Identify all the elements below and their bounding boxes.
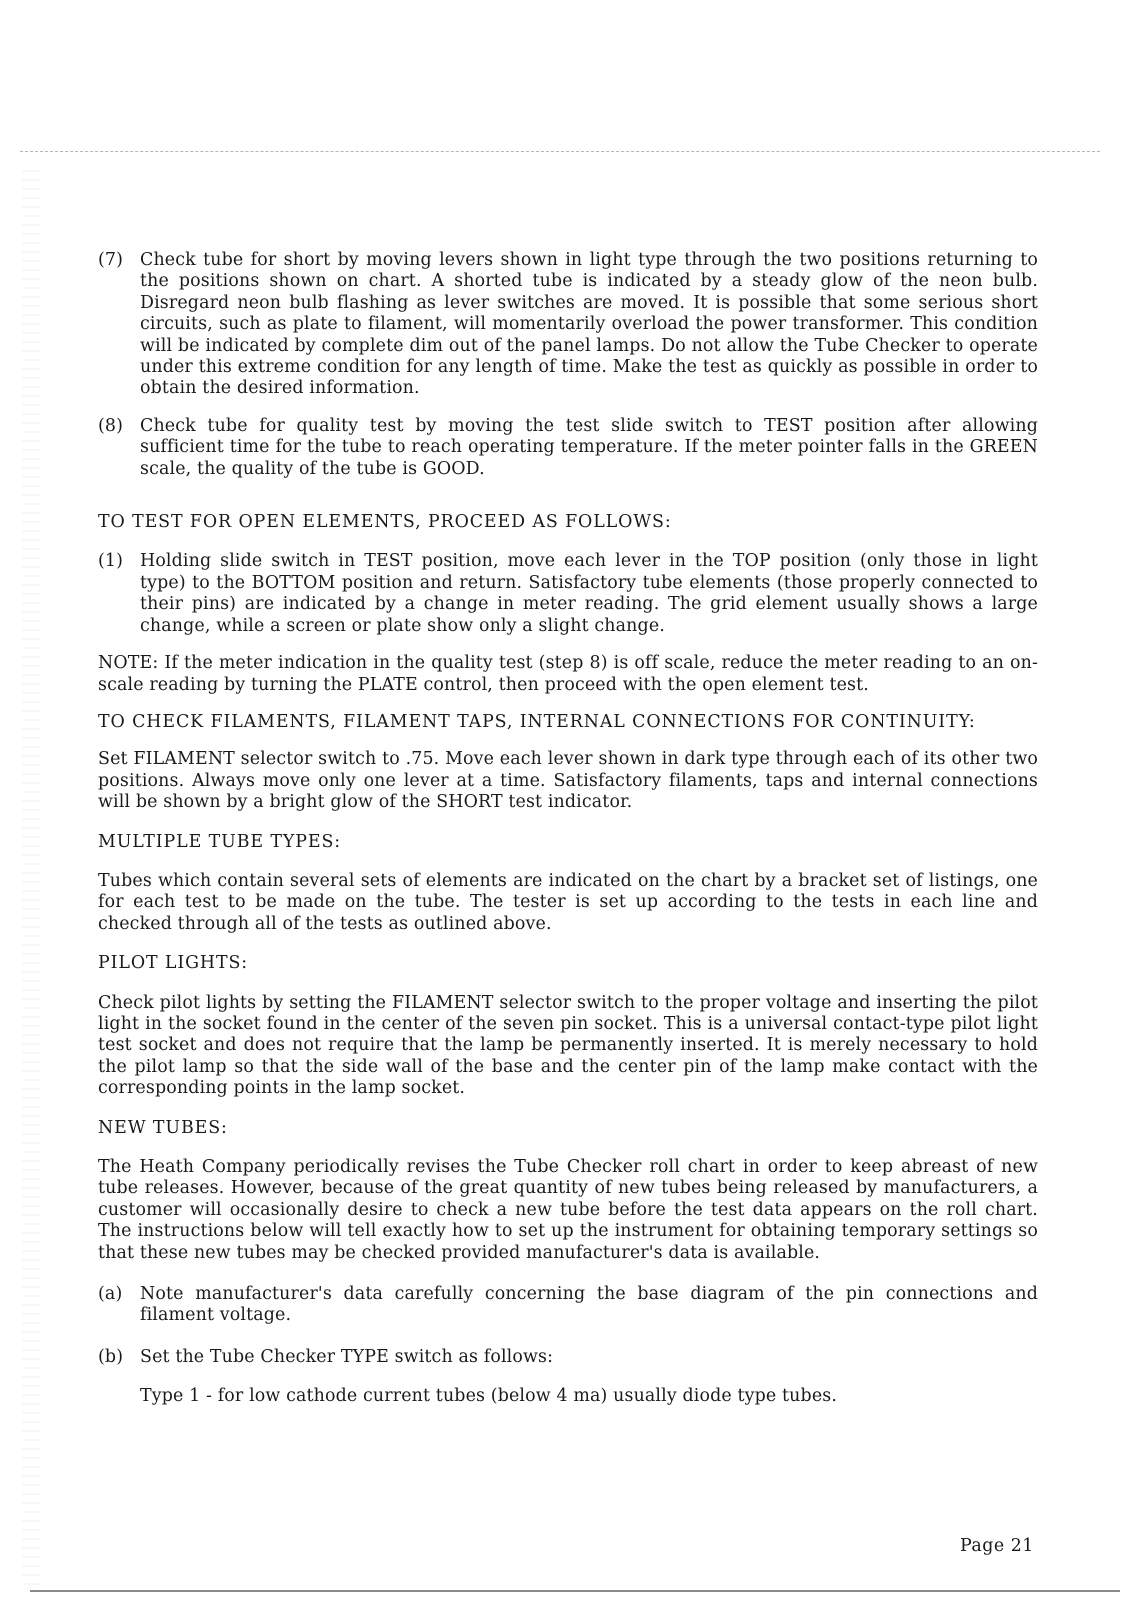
page-body [98, 250, 1038, 1408]
step-number: (b) [98, 1346, 124, 1367]
multiple-types-text: Tubes which contain several sets of elements are indicated on the chart by a bracket set of listings, one for each test to be made on the tube. The tester is set up according to the tests in each line and checked through all of the tests as outlined above. [98, 870, 1038, 934]
filaments-text: Set FILAMENT selector switch to .75. Move each lever shown in dark type through each of its other two positions. Always move only one lever at a time. Satisfactory filaments, taps and internal connections will be shown by a bright glow of the SHORT test indicator. [98, 749, 1038, 813]
new-tubes-step-b [98, 1347, 1038, 1368]
step-8 [98, 416, 1038, 480]
type-1-line: Type 1 - for low cathode current tubes (below 4 ma) usually diode type tubes. [140, 1386, 838, 1407]
step-number: (1) [98, 551, 124, 572]
open-elements-note: NOTE: If the meter indication in the quality test (step 8) is off scale, reduce the meter reading to an on-scale reading by turning the PLATE control, then proceed with the open element test. [98, 653, 1038, 695]
step-text: Set the Tube Checker TYPE switch as follows: [140, 1346, 554, 1367]
bottom-rule [30, 1590, 1120, 1592]
step-7 [98, 250, 1038, 400]
step-number: (7) [98, 250, 124, 270]
pilot-lights-heading: PILOT LIGHTS: [98, 953, 249, 974]
step-text: Holding slide switch in TEST position, move each lever in the TOP position (only those in light type) to the BOTTOM position and return. Satisfactory tube elements (those properly connected to their pins) are indicated by a change in meter reading. The grid element usually shows a large change, while a screen or plate show only a slight change. [140, 551, 1038, 636]
new-tubes-text: The Heath Company periodically revises the Tube Checker roll chart in order to keep abreast of new tube releases. However, because of the great quantity of new tubes being released by manufacturers, a customer will occasionally desire to check a new tube before the test data appears on the roll chart. The instructions below will tell exactly how to set up the instrument for obtaining temporary settings so that these new tubes may be checked provided manufacturer's data is available. [98, 1157, 1038, 1263]
step-text: Check tube for short by moving levers shown in light type through the two positions returning to the positions shown on chart. A shorted tube is indicated by a steady glow of the neon bulb. Disregard neon bulb flashing as lever switches are moved. It is possible that some serious short circuits, such as plate to filament, will momentarily overload the power transformer. This condition will be indicated by complete dim out of the panel lamps. Do not allow the Tube Checker to operate under this extreme condition for any length of time. Make the test as quickly as possible in order to obtain the desired information. [140, 250, 1038, 399]
page-number: Page 21 [960, 1536, 1034, 1556]
step-text: Check tube for quality test by moving the test slide switch to TEST position after allowing sufficient time for the tube to reach operating temperature. If the meter pointer falls in the GREEN scale, the quality of the tube is GOOD. [140, 415, 1038, 479]
pilot-lights-text: Check pilot lights by setting the FILAMENT selector switch to the proper voltage and inserting the pilot light in the socket found in the center of the seven pin socket. This is a universal contact-type pilot light test socket and does not require that the lamp be permanently inserted. It is merely necessary to hold the pilot lamp so that the side wall of the base and the center pin of the lamp make contact with the corresponding points in the lamp socket. [98, 992, 1038, 1099]
step-number: (8) [98, 415, 124, 436]
open-elements-heading: TO TEST FOR OPEN ELEMENTS, PROCEED AS FOLLOWS: [98, 512, 672, 533]
new-tubes-step-a [98, 1284, 1038, 1327]
new-tubes-heading: NEW TUBES: [98, 1117, 228, 1138]
filaments-heading: TO CHECK FILAMENTS, FILAMENT TAPS, INTERNAL CONNECTIONS FOR CONTINUITY: [98, 711, 976, 732]
open-elements-step-1 [98, 551, 1038, 637]
step-number: (a) [98, 1284, 123, 1305]
scan-edge-noise [22, 170, 40, 1590]
step-text: Note manufacturer's data carefully concerning the base diagram of the pin connections and filament voltage. [140, 1284, 1038, 1326]
top-rule [20, 151, 1100, 152]
multiple-types-heading: MULTIPLE TUBE TYPES: [98, 831, 342, 852]
